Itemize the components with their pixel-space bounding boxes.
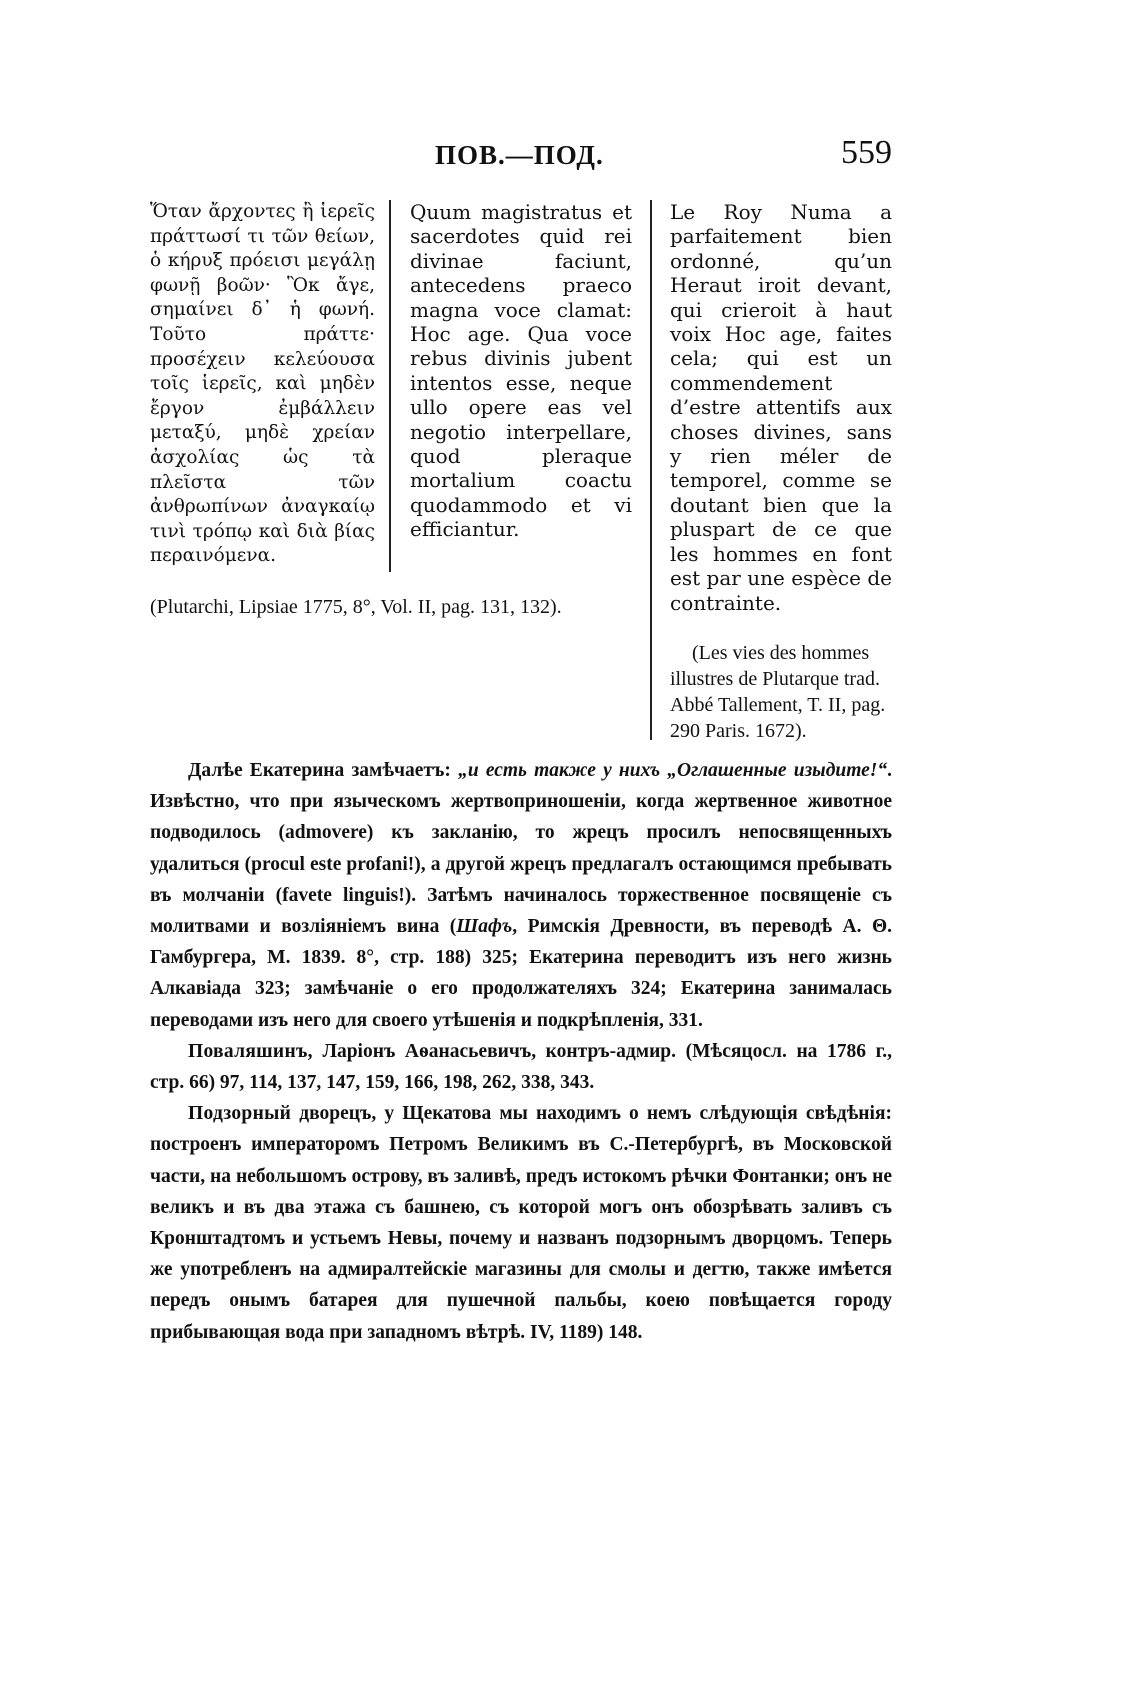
paragraph-catherine-body: . Извѣстно, что при языческомъ жертвоприношеніи, когда жертвенное животное подводилось (admovere) къ закланію, то жрецъ просилъ непосвященныхъ удалиться (procul este profani!), а другой жрецъ предлагалъ остающимся пребывать въ молчаніи (favete linguis!). Затѣмъ начиналось торжественное посвященіе съ молитвами и возліяніемъ вина (: [150, 760, 892, 938]
greek-column: [150, 200, 375, 569]
paragraph-catherine: [150, 755, 892, 1036]
french-column: [670, 200, 892, 615]
page-number: 559: [841, 134, 892, 171]
greek-text: Ὅταν ἄρχοντες ἢ ἱερεῖς πράττωσί τι τῶν θείων, ὁ κήρυξ πρόεισι μεγάλῃ φωνῇ βοῶν· Ὃκ ἄγε, σημαίνει δ᾽ ἡ φωνή. Τοῦτο πράττε· προσέχειν κελεύουσα τοῖς ἱερεῖς, καὶ μηδὲν ἔργον ἐμβάλλειν μεταξύ, μηδὲ χρείαν ἀσχολίας ὡς τὰ πλεῖστα τῶν ἀνθρωπίνων ἀναγκαίῳ τινὶ τρόπῳ καὶ διὰ βίας περαινόμενα.: [150, 201, 375, 567]
entry-podzorny-text: дворецъ, у Щекатова мы находимъ о немъ слѣдующія свѣдѣнія: построенъ императоромъ Петромъ Великимъ въ С.-Петербургѣ, въ Московской части, на небольшомъ острову, въ заливѣ, предъ истокомъ рѣчки Фонтанки; онъ не великъ и въ два этажа съ башнею, съ которой могъ онъ обозрѣвать заливъ съ Кронштадтомъ и устьемъ Невы, почему и названъ подзорнымъ дворцомъ. Теперь же употребленъ на адмиралтейскіе магазины для смолы и дегтю, также имѣется передъ онымъ батарея для пушечной пальбы, коею повѣщается городу прибывающая вода при западномъ вѣтрѣ. IV, 1189) 148.: [150, 1103, 892, 1343]
page-header: [150, 134, 892, 180]
entry-povalyashin-head: Поваляшинъ,: [188, 1040, 313, 1062]
paragraph-catherine-lead: Далѣе Екатерина замѣчаетъ:: [188, 760, 459, 781]
latin-column: [410, 200, 632, 542]
author-schaff: Шафъ: [456, 916, 513, 938]
entry-povalyashin: [150, 1036, 892, 1098]
body-text: [150, 755, 892, 1348]
running-head: ПОВ.—ПОД.: [435, 140, 604, 170]
french-text: Le Roy Numa a parfaitement bien ordonné, qu’un Heraut iroit devant, qui crieroit à haut voix Hoc age, faites cela; qui est un commendement d’estre attentifs aux choses divines, sans y rien méler de temporel, comme se doutant bien que la pluspart de ce que les hommes en font est par une espèce de contrainte.: [670, 200, 892, 615]
citation-plutarch-french: [670, 640, 892, 744]
entry-podzorny: [150, 1098, 892, 1348]
column-divider-2: [650, 200, 652, 740]
latin-text: Quum magistratus et sacerdotes quid rei divinae faciunt, antecedens praeco magna voce clamat: Hoc age. Qua voce rebus divinis jubent intentos esse, neque ullo opere eas vel negotio interpellare, quod pleraque mortalium coactu quodammodo et vi efficiantur.: [410, 200, 632, 542]
paragraph-catherine-tail: , Римскія Древности, въ переводѣ А. Θ. Гамбургера, М. 1839. 8°, стр. 188) 325; Екатерина переводитъ изъ него жизнь Алкавіада 323; замѣчаніе о его продолжателяхъ 324; Екатерина занималась переводами изъ него для своего утѣшенія и подкрѣпленія, 331.: [150, 916, 892, 1031]
citation-plutarch-latin: (Plutarchi, Lipsiae 1775, 8°, Vol. II, pag. 131, 132).: [150, 596, 562, 618]
entry-podzorny-head: Подзорный: [188, 1103, 292, 1125]
entry-povalyashin-text: Ларіонъ Аѳанасьевичъ, контръ-адмир. (Мѣсяцосл. на 1786 г., стр. 66) 97, 114, 137, 147, 159, 166, 198, 262, 338, 343.: [150, 1040, 892, 1094]
parallel-columns: [150, 200, 892, 760]
citation-french-text: (Les vies des hommes illustres de Plutarque trad. Abbé Tallement, T. II, pag. 290 Paris. 1672).: [670, 642, 886, 742]
column-divider-1: [389, 200, 391, 572]
quote-oglashennye: „и есть также у нихъ „Оглашенные изыдите!“: [458, 760, 888, 781]
